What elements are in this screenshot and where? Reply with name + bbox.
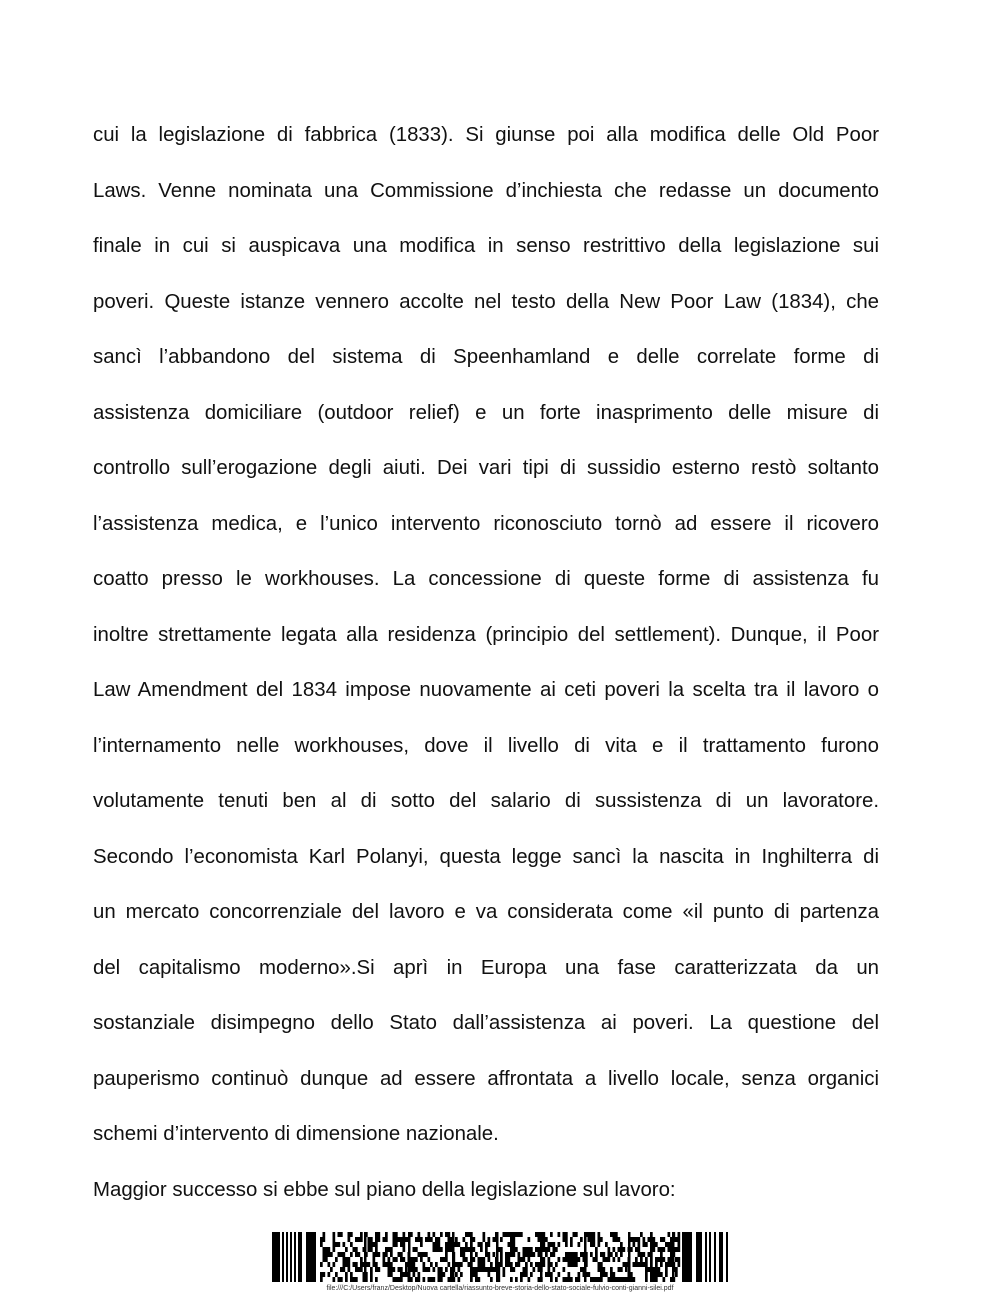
text-line: finale in cui si auspicava una modifica in senso restrittivo della legislazione sui	[93, 235, 879, 257]
text-line: del capitalismo moderno».Si aprì in Europa una fase caratterizzata da un	[93, 956, 879, 979]
text-line: l’assistenza medica, e l’unico intervento riconosciuto tornò ad essere il ricovero	[93, 512, 879, 535]
text-line: poveri. Queste istanze vennero accolte nel testo della New Poor Law (1834), che	[93, 290, 879, 313]
barcode-icon	[272, 1232, 730, 1282]
text-line: pauperismo continuò dunque ad essere affrontata a livello locale, senza organici	[93, 1067, 879, 1090]
text-line: un mercato concorrenziale del lavoro e va considerata come «il punto di partenza	[93, 901, 879, 923]
text-line: Maggior successo si ebbe sul piano della legislazione sul lavoro:	[93, 1178, 676, 1201]
text-line: coatto presso le workhouses. La concessione di queste forme di assistenza fu	[93, 568, 879, 590]
text-line: cui la legislazione di fabbrica (1833). Si giunse poi alla modifica delle Old Poor	[93, 124, 879, 146]
text-line: l’internamento nelle workhouses, dove il livello di vita e il trattamento furono	[93, 734, 879, 757]
text-line: Laws. Venne nominata una Commissione d’inchiesta che redasse un documento	[93, 179, 879, 202]
text-line: assistenza domiciliare (outdoor relief) e un forte inasprimento delle misure di	[93, 401, 879, 424]
body-text	[93, 118, 879, 1228]
file-path: file:///C:/Users/franz/Desktop/Nuova cartella/riassunto-breve-storia-dello-stato-sociale-fulvio-conti-gianni-silei.pdf	[326, 1285, 674, 1292]
text-line: schemi d’intervento di dimensione nazionale.	[93, 1123, 499, 1145]
text-line: sostanziale disimpegno dello Stato dall’assistenza ai poveri. La questione del	[93, 1012, 879, 1034]
text-line: sancì l’abbandono del sistema di Speenhamland e delle correlate forme di	[93, 346, 879, 368]
text-line: Law Amendment del 1834 impose nuovamente ai ceti poveri la scelta tra il lavoro o	[93, 679, 879, 701]
text-line: inoltre strettamente legata alla residenza (principio del settlement). Dunque, il Poor	[93, 623, 879, 646]
text-line: volutamente tenuti ben al di sotto del salario di sussistenza di un lavoratore.	[93, 790, 879, 812]
text-line: controllo sull’erogazione degli aiuti. Dei vari tipi di sussidio esterno restò soltanto	[93, 457, 879, 479]
text-line: Secondo l’economista Karl Polanyi, questa legge sancì la nascita in Inghilterra di	[93, 845, 879, 868]
